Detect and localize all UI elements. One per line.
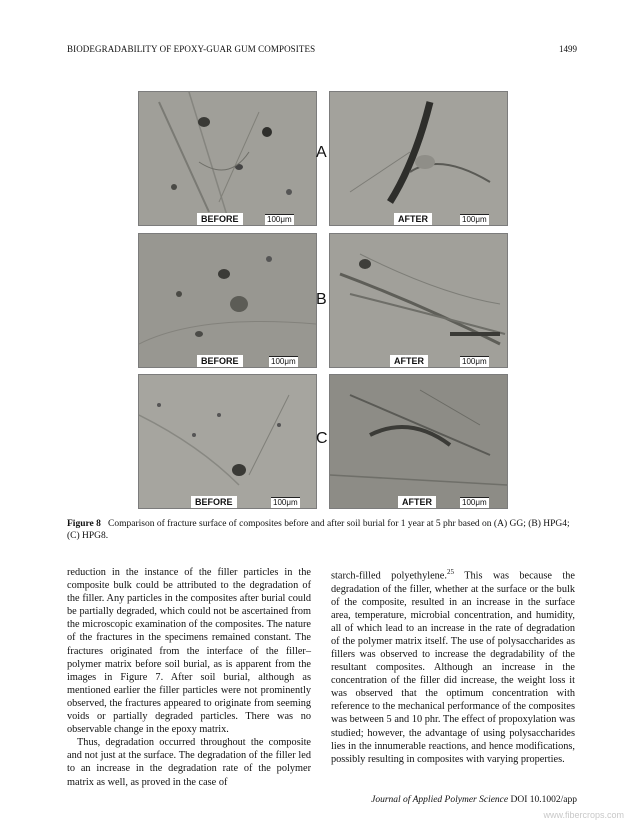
micrograph-b-before: [138, 233, 317, 368]
micrograph-c-after: [329, 374, 508, 509]
row-label-b: B: [316, 291, 327, 308]
page-footer: [371, 795, 577, 805]
figure-caption: [67, 518, 579, 542]
body-paragraph: reduction in the instance of the filler particles in the composite bulk could be attributed to the degradation of the filler. Any particles in the composites after burial could be partially degraded, which could not be ascertained from the microscopic examination of the composites. The nature of the fractures in the specimens remained constant. The fractures originated from the interface of the filler–polymer matrix before soil burial, as is apparent from the images in Figure 7. After soil burial, although as mentioned earlier the filler particles were not prominently observed, the fractures appeared to originate from seeming voids or partially degraded particles. There was no observable change in the epoxy matrix.: [67, 567, 311, 736]
micrograph-a-after: [329, 91, 508, 226]
scale-bar: 100μm: [273, 498, 298, 507]
after-label: AFTER: [394, 213, 432, 225]
body-paragraph: [331, 566, 575, 766]
doi: DOI 10.1002/app: [510, 795, 577, 805]
body-column-right: [331, 566, 575, 766]
running-head: BIODEGRADABILITY OF EPOXY-GUAR GUM COMPOSITES: [67, 44, 316, 54]
before-label: BEFORE: [191, 496, 237, 508]
page-number: 1499: [559, 44, 577, 54]
body-text: This was because the degradation of the filler, whether at the surface or the bulk of the composite, resulted in an increase in the surface area, temperature, microbial concentration, and humidity, all of which lead to an increase in the rate of degradation of the polymer matrix itself. The use of polysaccharides as fillers was observed to increase the degradability of the resultant composites. Although an increase in the concentration of the filler did increase, the weight loss it was observed that the optimum concentration with reference to the mechanical performance of the composites was between 5 and 10 phr. The effect of propoxylation was studied; however, the advantage of using polysaccharides lies in the innumerable reactions, and hence modifications, possibly resulting in composites with varying properties.: [331, 570, 575, 765]
after-label: AFTER: [390, 355, 428, 367]
scale-bar: 100μm: [462, 215, 487, 224]
body-text: starch-filled polyethylene.: [331, 570, 447, 582]
micrograph-a-before-image: [139, 92, 316, 225]
micrograph-b-after-image: [330, 234, 507, 367]
body-column-left: [67, 566, 311, 789]
before-label: BEFORE: [197, 355, 243, 367]
reference-marker: 25: [446, 568, 454, 576]
scale-bar: 100μm: [267, 215, 292, 224]
before-label: BEFORE: [197, 213, 243, 225]
micrograph-c-before-image: [139, 375, 316, 508]
scale-bar: 100μm: [462, 498, 487, 507]
row-label-a: A: [316, 144, 327, 161]
journal-name: Journal of Applied Polymer Science: [371, 795, 509, 805]
micrograph-c-before: [138, 374, 317, 509]
micrograph-c-after-image: [330, 375, 507, 508]
figure-caption-label: Figure 8: [67, 519, 101, 529]
scale-bar: 100μm: [271, 357, 296, 366]
micrograph-a-after-image: [330, 92, 507, 225]
row-label-c: C: [316, 430, 328, 447]
micrograph-b-after: [329, 233, 508, 368]
after-label: AFTER: [398, 496, 436, 508]
watermark: www.fibercrops.com: [543, 810, 624, 820]
micrograph-a-before: [138, 91, 317, 226]
body-paragraph: Thus, degradation occurred throughout the composite and not just at the surface. The degradation of the filler led to an increase in the degradation rate of the polymer matrix as well, as proved in the case of: [67, 737, 311, 788]
scale-bar: 100μm: [462, 357, 487, 366]
figure-caption-text: Comparison of fracture surface of composites before and after soil burial for 1 year at 5 phr based on (A) GG; (B) HPG4; (C) HPG8.: [67, 519, 570, 541]
micrograph-b-before-image: [139, 234, 316, 367]
